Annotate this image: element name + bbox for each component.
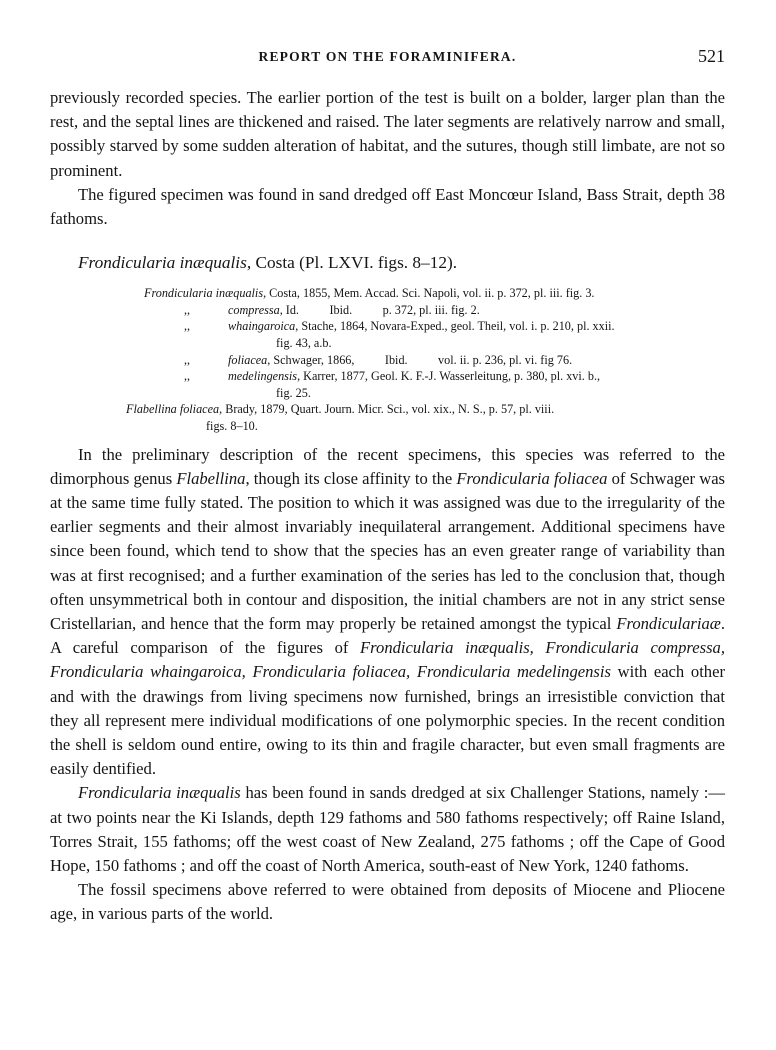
text-run: . A careful comparison of the figures of (50, 613, 725, 658)
italic-suffix: æ (709, 613, 721, 633)
synonymy-entry (144, 352, 725, 369)
discussion-paragraph (50, 443, 725, 782)
page-body (50, 86, 725, 927)
synonymy-entry (144, 368, 725, 401)
synonym-name: Frondicularia inæqualis (144, 286, 264, 301)
text-run: In the preliminary description of the recent specimens, this species was referred to the dimorphous genus (50, 444, 725, 488)
synonym-continuation: fig. 43, a.b. (276, 336, 332, 350)
synonym-name: Flabellina foliacea (126, 402, 220, 417)
synonym-citation: , Karrer, 1877, Geol. K. F.-J. Wasserleitung, p. 380, pl. xvi. b., (297, 369, 601, 384)
text-run: with each other and with the drawings from living specimens now furnished, brings an irresistible conviction that they all represent mere individual modifications of one polymorphic species. In the recent condition the shell is seldom ound entire, owing to its thin and fragile character, but even small fragments are easily dentified. (50, 662, 725, 779)
species-name: Frondicularia inæqualis (78, 253, 247, 273)
ditto-mark: ,, (184, 302, 191, 317)
synonymy-entry (126, 401, 725, 434)
intro-paragraph: previously recorded species. The earlier portion of the test is built on a bolder, larger plan than the rest, and the septal lines are thickened and raised. The later segments are relatively narrow and small, possibly starved by some sudden alteration of habitat, and the sutures, though still limbate, are not so prominent. (50, 88, 725, 180)
synonymy-entry (144, 285, 725, 302)
running-header (50, 46, 725, 68)
italic-taxon: Frondicularia inæqualis, Frondicularia compressa, Frondicularia whaingaroica, Frondicularia foliacea, Frondicularia medelingensis (50, 638, 726, 682)
synonymy-list (50, 285, 725, 434)
italic-taxon: Frondicularia inæqualis (78, 783, 241, 803)
synonym-name: foliacea (228, 352, 268, 367)
fossil-paragraph: The fossil specimens above referred to were obtained from deposits of Miocene and Pliocene age, in various parts of the world. (50, 880, 725, 924)
text-run: , though its close affinity to the (245, 468, 457, 488)
synonym-continuation: figs. 8–10. (206, 418, 258, 433)
species-heading (50, 251, 725, 275)
page-number: 521 (698, 46, 725, 66)
synonym-name: compressa (228, 302, 280, 317)
italic-taxon: Frondicularia foliacea (456, 468, 608, 488)
synonym-citation: , Costa, 1855, Mem. Accad. Sci. Napoli, vol. ii. p. 372, pl. iii. fig. 3. (263, 286, 595, 301)
synonym-name: whaingaroica (228, 319, 296, 334)
ditto-mark: ,, (184, 369, 191, 384)
synonym-citation: , Stache, 1864, Novara-Exped., geol. Theil, vol. i. p. 210, pl. xxii. (295, 319, 615, 334)
species-authority: , Costa (Pl. LXVI. figs. 8–12). (246, 253, 458, 273)
ditto-mark: ,, (184, 319, 191, 334)
ditto-mark: ,, (184, 352, 191, 367)
text-run: of Schwager was at the same time fully stated. The position to which it was assigned was due to the irregularity of the earlier segments and their almost invariably inequilateral arrangement. Additional specimens have since been found, which tend to show that the species has an even greater range of variability than was at first recognised; and a further examination of the series has led to the conclusion that, though often unsymmetrical both in contour and disposition, the initial chambers are not in any strict sense Cristellarian, and hence that the form may properly be retained amongst the typical (50, 468, 726, 633)
synonym-citation: , Brady, 1879, Quart. Journ. Micr. Sci., vol. xix., N. S., p. 57, pl. viii. (219, 402, 555, 417)
synonym-name: medelingensis (228, 369, 298, 384)
text-run: has been found in sands dredged at six Challenger Stations, namely :—at two points near the Ki Islands, depth 129 fathoms and 580 fathoms respectively; off Raine Island, Torres Strait, 155 fathoms; off the west coast of New Zealand, 275 fathoms ; off the Cape of Good Hope, 150 fathoms ; and off the coast of North America, south-east of New York, 1240 fathoms. (50, 783, 725, 876)
synonym-continuation: fig. 25. (276, 385, 311, 400)
synonym-citation: , Id. Ibid. p. 372, pl. iii. fig. 2. (279, 302, 480, 317)
synonymy-entry (144, 318, 725, 351)
figured-specimen-paragraph: The figured specimen was found in sand dredged off East Moncœur Island, Bass Strait, depth 38 fathoms. (50, 184, 725, 229)
italic-taxon: Frondicularia (616, 613, 710, 633)
stations-paragraph (50, 781, 725, 878)
synonym-citation: , Schwager, 1866, Ibid. vol. ii. p. 236, pl. vi. fig 76. (267, 352, 573, 367)
italic-taxon: Flabellina (176, 468, 246, 488)
header-title: REPORT ON THE FORAMINIFERA. (258, 49, 517, 64)
synonymy-entry (144, 302, 725, 319)
